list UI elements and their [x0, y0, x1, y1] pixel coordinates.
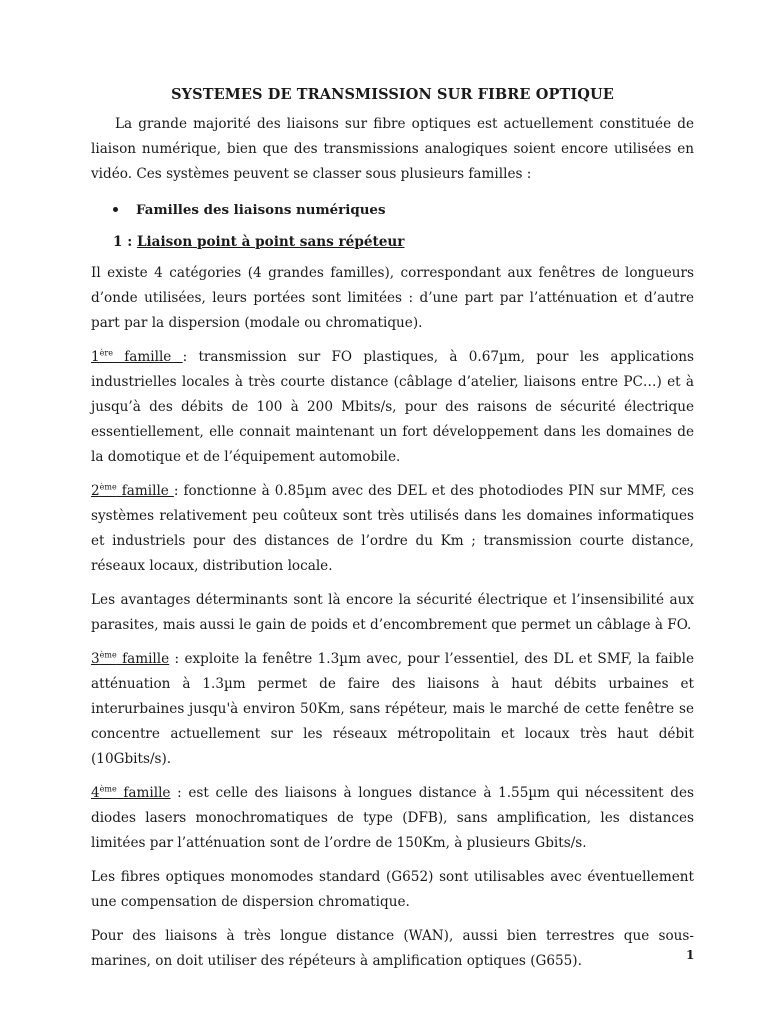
family-text-2: : fonctionne à 0.85µm avec des DEL et des photodiodes PIN sur MMF, ces systèmes relativement peu coûteux sont très utilisés dans les domaines informatiques et industriels pour des distances de l’ordre du Km ; transmission courte distance, réseaux locaux, distribution locale. [91, 483, 695, 574]
family-paragraph-2 [91, 479, 694, 579]
family-paragraph-4 [91, 781, 694, 856]
bullet-heading-text: Familles des liaisons numériques [136, 202, 386, 218]
family-paragraph-1 [91, 345, 694, 470]
section-title: Liaison point à point sans répéteur [136, 234, 405, 250]
page-number: 1 [686, 948, 695, 962]
intro-paragraph: La grande majorité des liaisons sur fibre optiques est actuellement constituée de liaison numérique, bien que des transmissions analogiques soient encore utilisées en vidéo. Ces systèmes peuvent se classer sous plusieurs familles : [91, 116, 694, 182]
categories-paragraph: Il existe 4 catégories (4 grandes familles), correspondant aux fenêtres de longueurs d’onde utilisées, leurs portées sont limitées : d’une part par l’atténuation et d’autre part par la dispersion (modale ou chromatique). [91, 265, 694, 331]
family-label-4: 4ème famille [91, 784, 171, 801]
family-label-2: 2ème famille [91, 482, 174, 499]
monomodes-paragraph: Les fibres optiques monomodes standard (G652) sont utilisables avec éventuellement une compensation de dispersion chromatique. [91, 869, 694, 910]
wan-paragraph: Pour des liaisons à très longue distance (WAN), aussi bien terrestres que sous-marines, on doit utiliser des répéteurs à amplification optiques (G655). [91, 928, 694, 969]
section-heading-1 [91, 230, 694, 255]
bullet-heading [91, 198, 694, 223]
family-text-1: : transmission sur FO plastiques, à 0.67µm, pour les applications industrielles locales à très courte distance (câblage d’atelier, liaisons entre PC…) et à jusqu’à des débits de 100 à 200 Mbits/s, pour des raisons de sécurité électrique essentiellement, elle connait maintenant un fort développement dans les domaines de la domotique et de l’équipement automobile. [91, 349, 694, 465]
family-label-3: 3ème famille [91, 650, 170, 667]
family-label-1: 1ère famille [91, 348, 183, 365]
advantages-paragraph: Les avantages déterminants sont là encore la sécurité électrique et l’insensibilité aux parasites, mais aussi le gain de poids et d’encombrement que permet un câblage à FO. [91, 592, 694, 633]
section-number: 1 : [113, 234, 133, 250]
bullet-icon [113, 207, 118, 212]
family-paragraph-3 [91, 647, 694, 772]
family-text-3: : exploite la fenêtre 1.3µm avec, pour l’essentiel, des DL et SMF, la faible atténuation à 1.3µm permet de faire des liaisons à haut débits urbaines et interurbaines jusqu'à environ 50Km, sans répéteur, mais le marché de cette fenêtre se concentre actuellement sur les réseaux métropolitain et locaux très haut débit (10Gbits/s). [91, 651, 695, 767]
family-text-4: : est celle des liaisons à longues distance à 1.55µm qui nécessitent des diodes lasers monochromatiques de type (DFB), sans amplification, les distances limitées par l’atténuation sont de l’ordre de 150Km, à plusieurs Gbits/s. [91, 785, 694, 851]
document-body [91, 84, 694, 983]
document-title: SYSTEMES DE TRANSMISSION SUR FIBRE OPTIQUE [171, 86, 614, 103]
